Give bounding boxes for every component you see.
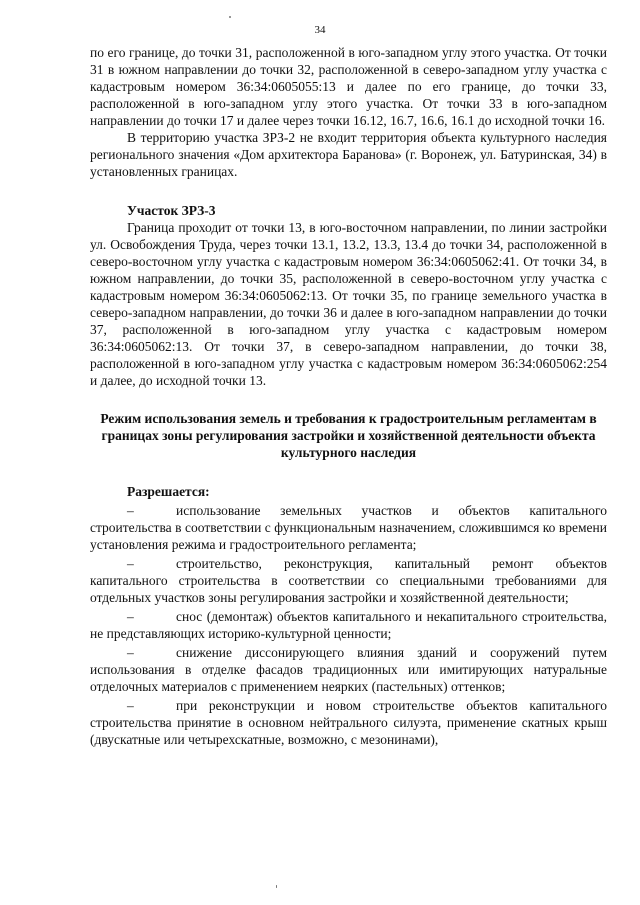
list-item-text: снижение диссонирующего влияния зданий и сооружений путем использования в отделке фасадов традиционных или имитирующих натуральные отделочных материалов с применением неярких (пастельных) оттенков; bbox=[90, 645, 607, 694]
scan-speck bbox=[229, 16, 231, 18]
page-number: 34 bbox=[314, 24, 326, 36]
list-item-text: строительство, реконструкция, капитальный ремонт объектов капитального строительства в соответствии со специальными требованиями для отдельных участков зоны регулирования застройки и хозяйственной деятельности; bbox=[90, 556, 607, 605]
regime-heading: Режим использования земель и требования к градостроительным регламентам в границах зоны регулирования застройки и хозяйственной деятельности объекта культурного наследия bbox=[100, 411, 597, 460]
list-item-3 bbox=[90, 608, 607, 642]
dash-marker: – bbox=[127, 556, 134, 571]
dash-marker: – bbox=[127, 503, 134, 518]
list-item-5 bbox=[90, 697, 607, 748]
zrz3-title: Участок ЗРЗ-3 bbox=[127, 203, 216, 218]
list-item-text: снос (демонтаж) объектов капитального и некапитального строительства, не представляющих историко-культурной ценности; bbox=[90, 609, 607, 641]
list-item-text: использование земельных участков и объектов капитального строительства в соответствии с функциональным назначением, сложившимся ко времени установления режима и градостроительного регламента; bbox=[90, 503, 607, 552]
dash-marker: – bbox=[127, 698, 134, 713]
allowed-label: Разрешается: bbox=[127, 484, 210, 499]
dash-marker: – bbox=[127, 645, 134, 660]
list-item-4 bbox=[90, 644, 607, 695]
list-item-2 bbox=[90, 555, 607, 606]
paragraph-continuation: по его границе, до точки 31, расположенной в юго-западном углу этого участка. От точки 31 в южном направлении до точки 32, расположенной в северо-западном углу участка с кадастровым номером 36:34:0605055:13 и далее по его границе, до точки 33, расположенной в юго-западном углу этого участка. От точки 33 в юго-западном направлении до точки 17 и далее через точки 16.12, 16.7, 16.6, 16.1 до исходной точки 16. bbox=[90, 45, 607, 128]
paragraph-exclusion: В территорию участка ЗРЗ-2 не входит территория объекта культурного наследия регионального значения «Дом архитектора Баранова» (г. Воронеж, ул. Батуринская, 34) в установленных границах. bbox=[90, 130, 607, 179]
zrz3-boundary-text: Граница проходит от точки 13, в юго-восточном направлении, по линии застройки ул. Освобождения Труда, через точки 13.1, 13.2, 13.3, 13.4 до точки 34, расположенной в северо-восточном углу участка с кадастровым номером 36:34:0605062:41. От точки 34, в южном направлении, до точки 35, расположенной в северо-восточном углу участка с кадастровым номером 36:34:0605062:13. От точки 35, по границе земельного участка в северо-западном направлении, до точки 36 и далее в юго-западном направлении до точки 37, расположенной в юго-западном углу участка с кадастровым номером 36:34:0605062:13. От точки 37, в северо-западном направлении, до точки 38, расположенной в юго-западном углу участка с кадастровым номером 36:34:0605062:254 и далее, до исходной точки 13. bbox=[90, 220, 607, 388]
dash-marker: – bbox=[127, 609, 134, 624]
scan-speck bbox=[276, 885, 277, 888]
document-body bbox=[90, 44, 607, 750]
list-item-1 bbox=[90, 502, 607, 553]
list-item-text: при реконструкции и новом строительстве объектов капитального строительства принятие в основном нейтрального силуэта, применение скатных крыш (двускатные или четырехскатные, возможно, с мезонинами), bbox=[90, 698, 607, 747]
